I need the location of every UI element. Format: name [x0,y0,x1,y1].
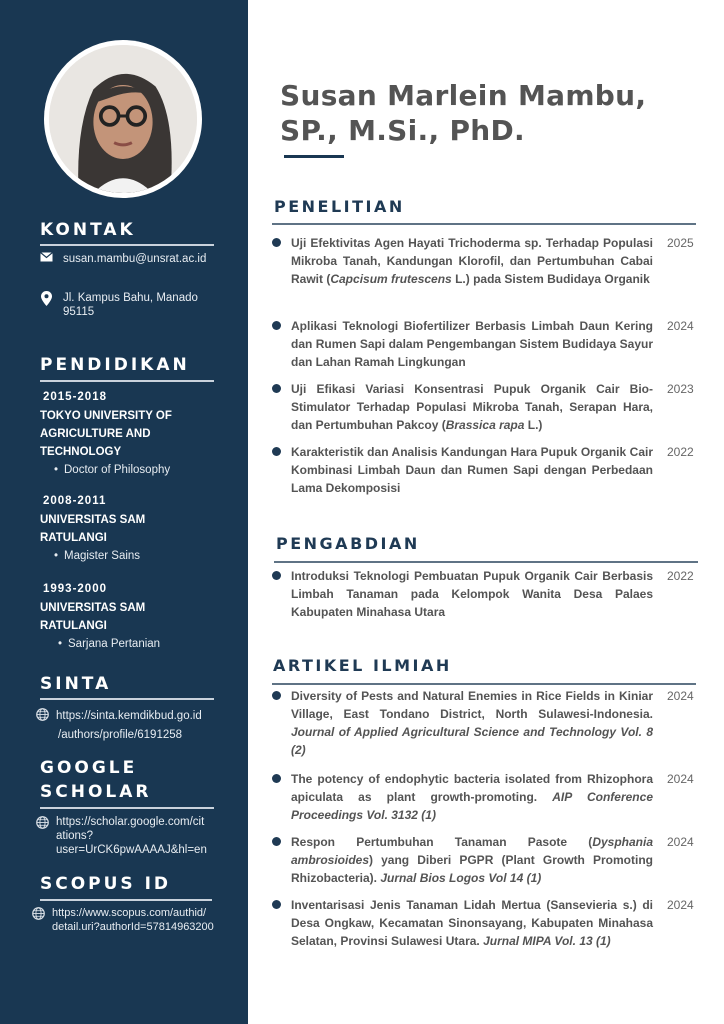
entry-italic-text: Jurnal Bios Logos Vol 14 (1) [380,871,542,885]
research-heading: PENELITIAN [274,197,405,216]
sinta-url-line-2[interactable]: /authors/profile/6191258 [58,729,183,741]
sidebar [0,0,248,1024]
list-item [272,443,698,497]
envelope-icon [38,252,54,262]
list-item [272,770,698,824]
entry-title [291,234,653,288]
education-item [40,388,220,479]
entry-year: 2023 [667,382,694,396]
education-years: 2015-2018 [43,391,107,403]
entry-text: L.) pada Sistem Budidaya Organik [451,272,650,286]
scopus-url-line-1[interactable]: https://www.scopus.com/authid/ [52,907,207,919]
bullet-icon [272,238,281,247]
entry-text: Aplikasi Teknologi Biofertilizer Berbasis Limbah Daun Kering dan Rumen Sapi dalam Pengembangan Sistem Budidaya Sayur dan Lahan Ramah Lingkungan [291,319,653,369]
page-title [280,78,646,148]
map-pin-icon [38,291,54,306]
education-item [40,492,220,565]
bullet-icon [272,447,281,456]
entry-year: 2024 [667,835,694,849]
entry-title [291,443,653,497]
scholar-url-line-3[interactable]: user=UrCK6pwAAAAJ&hl=en [56,844,207,856]
education-university: TOKYO UNIVERSITY OF AGRICULTURE AND TECHNOLOGY [40,410,172,458]
entry-title [291,380,653,434]
list-item [272,833,698,887]
bullet-icon [272,837,281,846]
list-item [272,687,698,759]
entry-italic-text: Brassica rapa [445,418,525,432]
education-degree: • Magister Sains [48,547,220,565]
education-years: 2008-2011 [43,495,107,507]
list-item [272,380,698,434]
sinta-link[interactable] [36,707,202,745]
name-line-1: Susan Marlein Mambu, [280,79,647,112]
divider [40,899,212,901]
entry-text: ) yang Diberi PGPR (Plant Growth Promoting Rhizobacteria). [291,853,653,885]
divider [40,698,214,700]
education-university: UNIVERSITAS SAM RATULANGI [40,514,146,544]
bullet-icon [272,321,281,330]
address-line-2: 95115 [63,306,95,318]
avatar [49,45,197,193]
entry-text: The potency of endophytic bacteria isolated from Rhizophora apiculata as plant growth-promoting. [291,772,653,804]
list-item [272,896,698,950]
entry-text: Inventarisasi Jenis Tanaman Lidah Mertua (Sansevieria s.) di Desa Ongkaw, Kecamatan Sinonsayang, Kabupaten Minahasa Selatan, Provinsi Sulawesi Utara. [291,898,653,948]
scopus-link[interactable] [32,906,214,934]
bullet-icon [272,691,281,700]
service-heading: PENGABDIAN [276,534,420,553]
entry-italic-text: Capcisum frutescens [330,272,452,286]
profile-photo [44,40,202,198]
sinta-heading: SINTA [40,674,112,694]
entry-title [291,687,653,759]
list-item [272,317,698,371]
entry-title [291,317,653,371]
globe-icon [36,708,50,725]
scopus-url-line-2[interactable]: detail.uri?authorId=57814963200 [52,921,214,933]
education-heading: PENDIDIKAN [40,355,190,375]
entry-italic-text: Journal of Applied Agricultural Science and Technology Vol. 8 (2) [291,725,653,757]
scholar-url-line-1[interactable]: https://scholar.google.com/cit [56,816,205,828]
entry-text: Introduksi Teknologi Pembuatan Pupuk Organik Cair Berbasis Limbah Tanaman pada Kelompok Wanita Desa Palaes Kabupaten Minahasa Utara [291,569,653,619]
scholar-url-line-2[interactable]: ations? [56,830,94,842]
contact-heading: KONTAK [40,220,136,240]
main-content [248,0,724,1024]
list-item [272,567,698,621]
portrait-illustration [49,45,197,193]
entry-year: 2022 [667,569,694,583]
education-years: 1993-2000 [43,583,107,595]
email-text[interactable]: susan.mambu@unsrat.ac.id [63,253,207,265]
scholar-heading-line-1: GOOGLE [40,758,138,778]
address-line-1: Jl. Kampus Bahu, Manado [63,292,198,304]
divider [272,223,696,225]
divider [272,683,696,685]
entry-year: 2025 [667,236,694,250]
education-degree: • Doctor of Philosophy [48,461,220,479]
entry-title [291,833,653,887]
articles-heading: ARTIKEL ILMIAH [273,656,452,675]
globe-icon [36,816,50,833]
scholar-link[interactable] [36,815,207,857]
education-degree: • Sarjana Pertanian [52,635,220,653]
contact-email[interactable] [38,252,206,266]
globe-icon [32,907,46,924]
entry-italic-text: AIP Conference Proceedings Vol. 3132 (1) [291,790,653,822]
entry-italic-text: Jurnal MIPA Vol. 13 (1) [483,934,611,948]
contact-address [38,291,198,319]
divider [40,807,214,809]
education-item [40,580,220,653]
entry-year: 2022 [667,445,694,459]
entry-text: Diversity of Pests and Natural Enemies in Rice Fields in Kiniar Village, East Tondano District, North Sulawesi-Indonesia. [291,689,653,721]
title-underline [284,155,344,158]
sinta-url-line-1[interactable]: https://sinta.kemdikbud.go.id [56,710,202,722]
scholar-heading-line-2: SCHOLAR [40,782,152,802]
scholar-heading [40,756,151,804]
entry-year: 2024 [667,689,694,703]
entry-year: 2024 [667,898,694,912]
entry-text: L.) [524,418,543,432]
education-university: UNIVERSITAS SAM RATULANGI [40,602,146,632]
divider [40,244,214,246]
scopus-heading: SCOPUS ID [40,874,172,894]
divider [40,380,214,382]
entry-italic-text: Dysphania ambrosioides [291,835,653,867]
entry-text: Respon Pertumbuhan Tanaman Pasote ( [291,835,593,849]
entry-year: 2024 [667,319,694,333]
bullet-icon [272,900,281,909]
name-line-2: SP., M.Si., PhD. [280,114,525,147]
divider [274,561,698,563]
entry-text: Uji Efektivitas Agen Hayati Trichoderma sp. Terhadap Populasi Mikroba Tanah, Kandungan Klorofil, dan Pertumbuhan Cabai Rawit ( [291,236,653,286]
bullet-icon [272,384,281,393]
bullet-icon [272,774,281,783]
entry-text: Uji Efikasi Variasi Konsentrasi Pupuk Organik Cair Bio-Stimulator Terhadap Populasi Mikroba Tanah, Serapan Hara, dan Pertumbuhan Pakcoy ( [291,382,653,432]
entry-title [291,896,653,950]
entry-year: 2024 [667,772,694,786]
list-item [272,234,698,288]
bullet-icon [272,571,281,580]
entry-title [291,567,653,621]
entry-text: Karakteristik dan Analisis Kandungan Hara Pupuk Organik Cair Kombinasi Limbah Daun dan Rumen Sapi dengan Perbedaan Lama Dekomposisi [291,445,653,495]
entry-title [291,770,653,824]
